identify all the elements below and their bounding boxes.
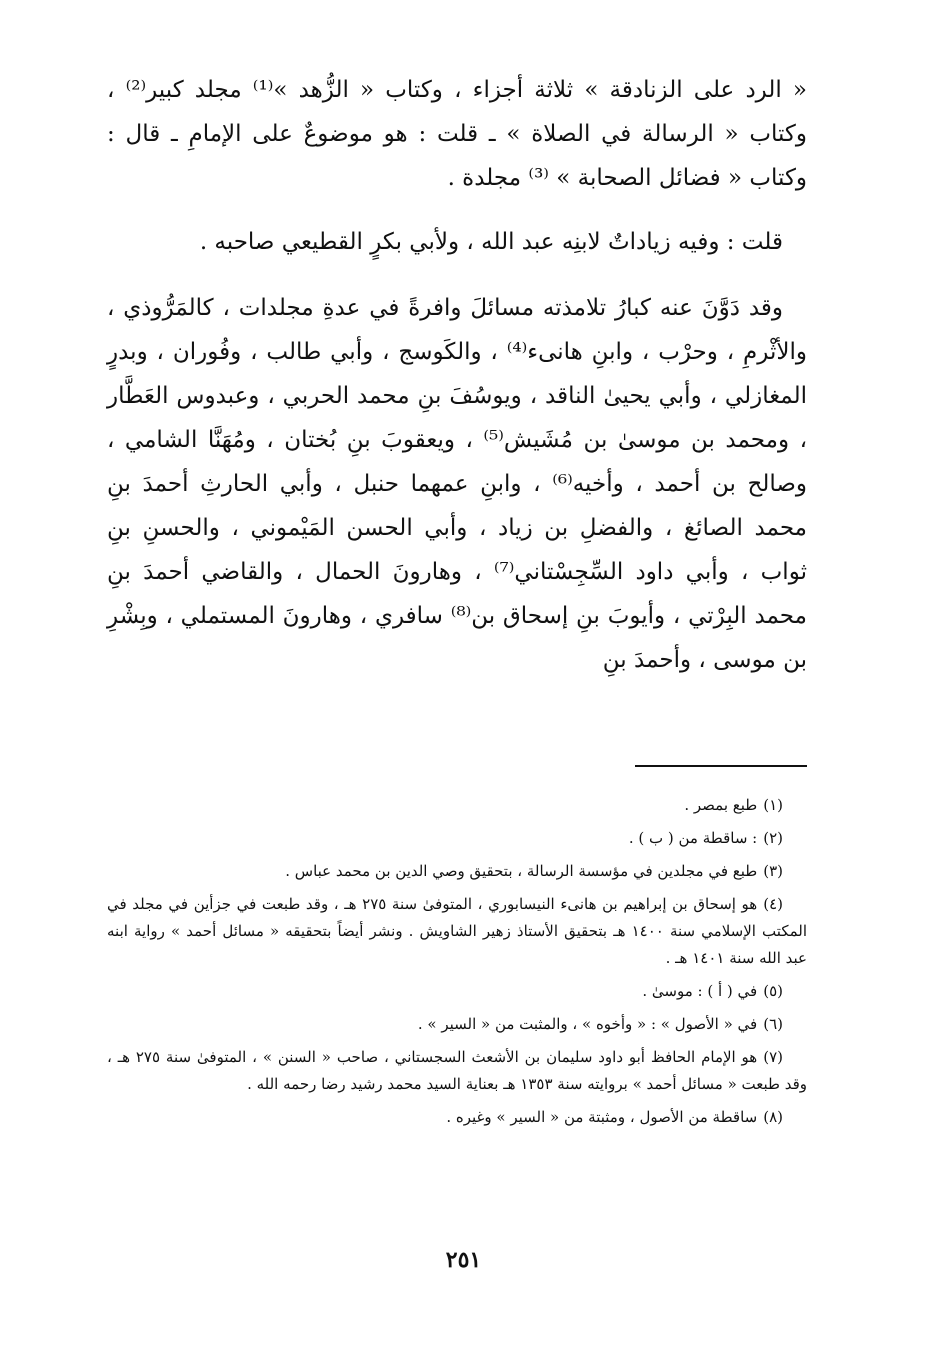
footnote-number: (٨) (763, 1108, 783, 1126)
footnote-text: هو الإمام الحافظ أبو داود سليمان بن الأشعث السجستاني ، صاحب « السنن » ، المتوفىٰ سنة ٢٧٥ هـ ، وقد طبعت « مسائل أحمد » بروايته سنة ١٣٥٣ هـ بعناية السيد محمد رشيد رضا رحمه الله . (107, 1048, 807, 1093)
footnote-divider (635, 765, 807, 767)
main-text (107, 68, 807, 682)
footnote-4 (107, 891, 807, 972)
footnote-text: طبع في مجلدين في مؤسسة الرسالة ، بتحقيق وصي الدين بن محمد عباس . (285, 862, 758, 880)
footnote-3 (107, 858, 807, 885)
footnote-8 (107, 1104, 807, 1131)
footnote-number: (٥) (763, 982, 783, 1000)
footnote-6 (107, 1011, 807, 1038)
footnote-number: (٣) (763, 862, 783, 880)
paragraph-students: وقد دَوَّنَ عنه كبارُ تلامذته مسائلَ وافرةً في عدةِ مجلدات ، كالمَرُّوذي ، والأثْرمِ ، وحرْب ، وابنِ هانىء⁽⁴⁾ ، والكَوسج ، وأبي طالب ، وفُوران ، وبدرٍ المغازلي ، وأبي يحيىٰ الناقد ، ويوسُفَ بنِ محمد الحربي ، وعبدوس العَطَّار ، ومحمد بن موسىٰ بن مُشَيش⁽⁵⁾ ، ويعقوبَ بنِ بُختان ، ومُهَنَّا الشامي ، وصالح بن أحمد ، وأخيه⁽⁶⁾ ، وابنِ عمهما حنبل ، وأبي الحارثِ أحمدَ بنِ محمد الصائغ ، والفضلِ بن زياد ، وأبي الحسن المَيْموني ، والحسنِ بنِ ثواب ، وأبي داود السِّجِسْتاني⁽⁷⁾ ، وهارونَ الحمال ، والقاضي أحمدَ بنِ محمد البِرْتي ، وأيوبَ بنِ إسحاق بن⁽⁸⁾ سافري ، وهارونَ المستملي ، وبِشْرِ بن موسى ، وأحمدَ بنِ (107, 295, 807, 673)
page-number: ٢٥١ (445, 1247, 482, 1273)
footnote-2 (107, 825, 807, 852)
footnote-number: (٦) (763, 1015, 783, 1033)
footnote-number: (٧) (763, 1048, 784, 1066)
footnote-text: في « الأصول » : « وأخوه » ، والمثبت من « السير » . (417, 1015, 758, 1033)
footnote-7 (107, 1044, 807, 1098)
footnote-text: : ساقطة من ( ب ) . (628, 829, 758, 847)
footnote-number: (١) (763, 796, 783, 814)
footnote-number: (٢) (763, 829, 783, 847)
footnote-5 (107, 978, 807, 1005)
footnote-text: في ( أ ) : موسىٰ . (642, 982, 758, 1000)
paragraph-note: قلت : وفيه زياداتٌ لابنِه عبد الله ، ولأبي بكرٍ القطيعي صاحبه . (199, 229, 783, 255)
footnote-text: هو إسحاق بن إبراهيم بن هانىء النيسابوري ، المتوفىٰ سنة ٢٧٥ هـ ، وقد طبعت في جزأين في مجلد في المكتب الإسلامي سنة ١٤٠٠ هـ بتحقيق الأستاذ زهير الشاويش . ونشر أيضاً بتحقيقه « مسائل أحمد » رواية ابنه عبد الله سنة ١٤٠١ هـ . (107, 895, 808, 967)
footnotes (107, 792, 807, 1137)
footnote-1 (107, 792, 807, 819)
footnote-text: طبع بمصر . (684, 796, 758, 814)
footnote-number: (٤) (763, 895, 783, 913)
paragraph-books-list: « الرد على الزنادقة » ثلاثة أجزاء ، وكتاب « الزُّهد »⁽¹⁾ مجلد كبير⁽²⁾ ، وكتاب « الرسالة في الصلاة » ـ قلت : هو موضوعٌ على الإمامِ ـ قال : وكتاب « فضائل الصحابة » ⁽³⁾ مجلدة . (107, 77, 808, 191)
footnote-text: ساقطة من الأصول ، ومثبتة من « السير » وغيره . (446, 1108, 758, 1126)
